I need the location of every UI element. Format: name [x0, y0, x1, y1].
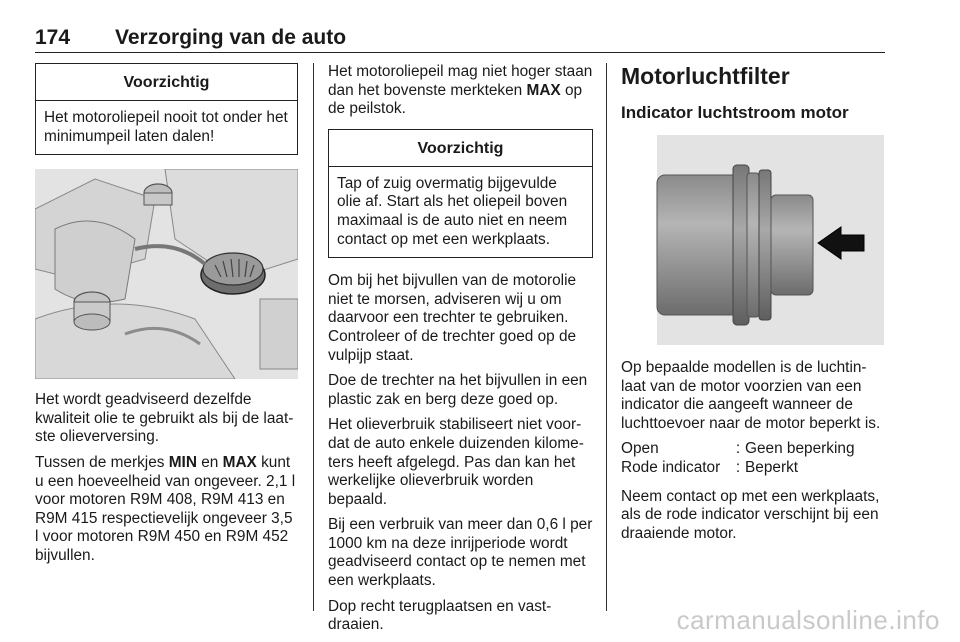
- table-row: [621, 459, 855, 478]
- section-heading: Motorluchtfilter: [621, 63, 790, 89]
- caution-heading: Voorzichtig: [36, 64, 297, 101]
- page-header: [35, 26, 885, 53]
- caution-body: Tap of zuig overmatig bijgevulde olie af. Start als het oliepeil boven maximaal is de auto niet en neem contact op met een werkplaats.: [337, 174, 568, 248]
- caution-body: Het motoroliepeil nooit tot onder het minimumpeil laten dalen!: [44, 109, 288, 145]
- caution-box: [35, 63, 298, 155]
- watermark: carmanualsonline.info: [676, 605, 940, 635]
- paragraph: Het wordt geadviseerd dezelfde kwaliteit olie te gebruikt als bij de laat-ste olieverversing.: [35, 391, 294, 446]
- max-mark-label: MAX: [222, 453, 257, 471]
- caution-box: [328, 129, 593, 258]
- column-divider: [606, 63, 607, 611]
- max-mark-label: MAX: [526, 81, 561, 99]
- indicator-status-table: [621, 440, 855, 477]
- paragraph-fill-amount: [35, 454, 298, 566]
- column-divider: [313, 63, 314, 611]
- text-run: Het motoroliepeil mag niet hoger staan dan het bovenste merkteken: [328, 63, 593, 99]
- table-row: [621, 440, 855, 459]
- paragraph: Op bepaalde modellen is de luchtin-laat van de motor voorzien van een indicator die aangeeft wanneer de luchttoevoer naar de motor beperkt is.: [621, 359, 881, 432]
- page-title: Verzorging van de auto: [115, 26, 347, 49]
- paragraph: Bij een verbruik van meer dan 0,6 l per 1000 km na deze inrijperiode wordt geadviseerd contact op te nemen met een werkplaats.: [328, 516, 593, 590]
- paragraph: Doe de trechter na het bijvullen in een plastic zak en berg deze goed op.: [328, 372, 588, 408]
- column-middle: [328, 63, 593, 642]
- text-run: op de peilstok.: [328, 81, 583, 118]
- paragraph: Dop recht terugplaatsen en vast-draaien.: [328, 597, 552, 634]
- air-filter-indicator-drawing: [621, 135, 884, 345]
- column-left: [35, 63, 298, 573]
- paragraph: Het olieverbruik stabiliseert niet voor-dat de auto enkele duizenden kilome-ters heeft afgelegd. Pas dan kan het werkelijke olieverbruik worden bepaald.: [328, 416, 584, 508]
- text-run: en: [196, 453, 223, 471]
- air-flow-indicator-illustration: [621, 135, 884, 345]
- table-cell-sep: :: [735, 458, 741, 476]
- page-number: 174: [35, 26, 71, 49]
- text-run: kunt u een hoeveelheid van ongeveer. 2,1 l voor motoren R9M 408, R9M 413 en R9M 415 respectievelijk ongeveer 3,5 l voor motoren R9M 450 en R9M 452 bijvullen.: [35, 453, 296, 564]
- column-right: [621, 63, 886, 550]
- caution-heading: Voorzichtig: [329, 130, 592, 167]
- paragraph: Om bij het bijvullen van de motorolie niet te morsen, adviseren wij u om daarvoor een trechter te gebruiken. Controleer of de trechter goed op de vulpijp staat.: [328, 272, 577, 364]
- paragraph-intro: [328, 63, 593, 119]
- table-cell-key: Open: [621, 440, 659, 458]
- paragraph: Neem contact op met een werkplaats, als de rode indicator verschijnt bij een draaiende motor.: [621, 487, 880, 542]
- table-cell-value: Geen beperking: [745, 440, 855, 458]
- table-cell-sep: :: [735, 440, 741, 458]
- section-subheading: Indicator luchtstroom motor: [621, 103, 849, 122]
- min-mark-label: MIN: [168, 453, 197, 471]
- table-cell-key: Rode indicator: [621, 458, 721, 476]
- table-cell-value: Beperkt: [745, 458, 799, 476]
- engine-oil-cap-illustration: [35, 169, 298, 379]
- text-run: Tussen de merkjes: [35, 453, 169, 471]
- engine-bay-drawing: [35, 169, 298, 379]
